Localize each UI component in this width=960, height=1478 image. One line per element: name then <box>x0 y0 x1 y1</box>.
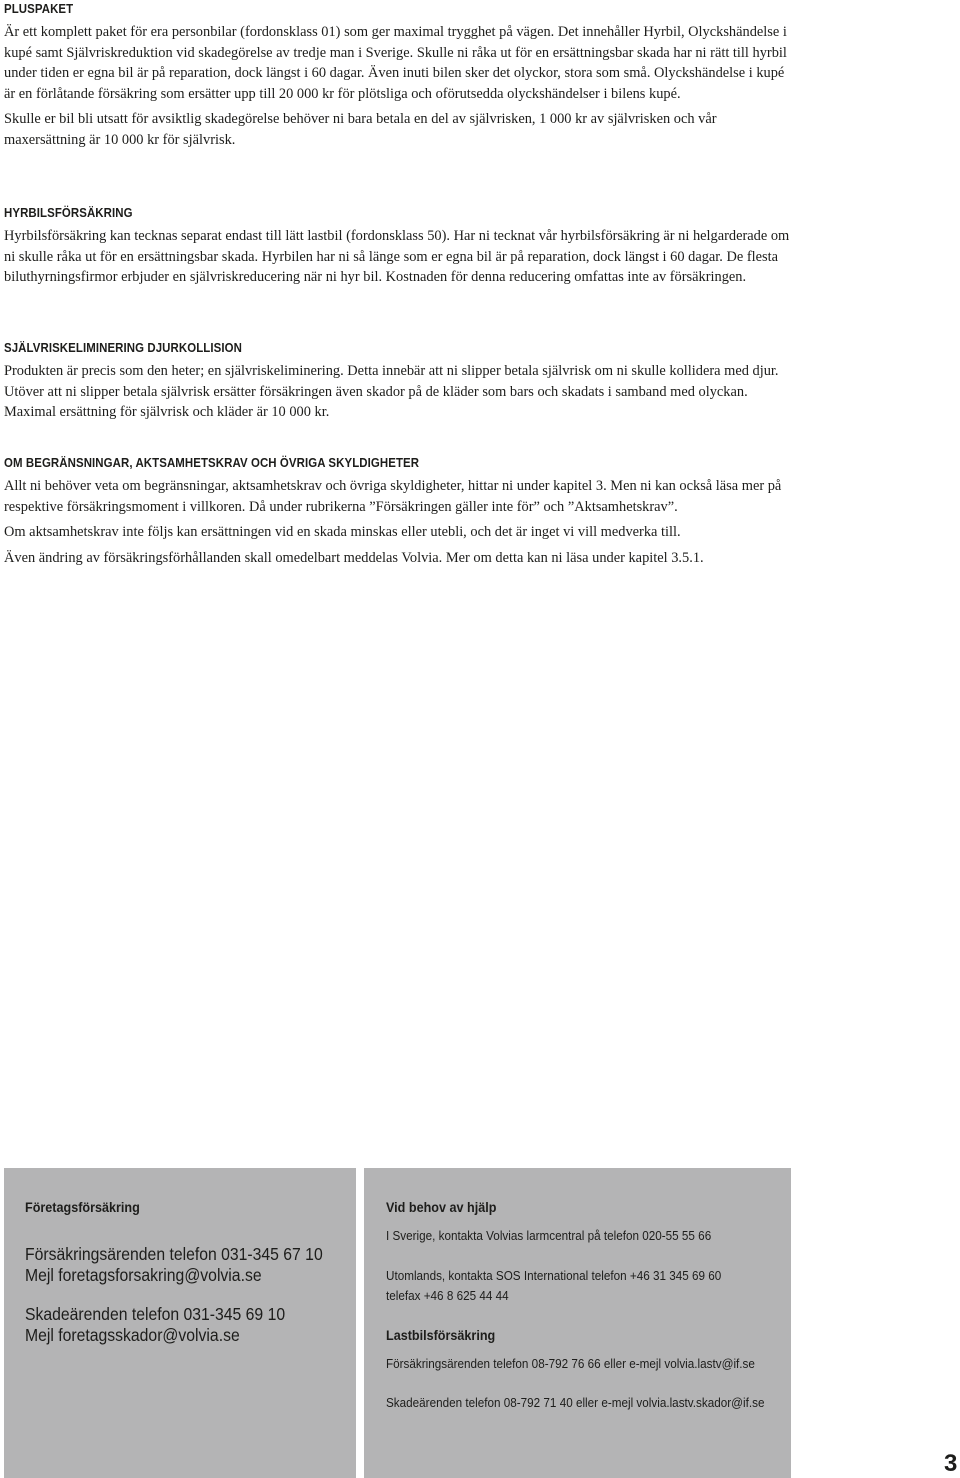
contact-panel-company <box>4 1168 356 1478</box>
damage-phone: Skadeärenden telefon 031-345 69 10 <box>25 1304 286 1324</box>
section-heading: PLUSPAKET <box>4 1 74 16</box>
paragraph: Allt ni behöver veta om begränsningar, aktsamhetskrav och övriga skyldigheter, hittar ni under kapitel 3. Men ni kan också läsa mer på respektive försäkringsmoment i villkoren. Då under rubrikerna ”Försäkringen gäller inte för” och ”Aktsamhetskrav”. <box>4 478 782 515</box>
paragraph: Även ändring av försäkringsförhållanden skall omedelbart meddelas Volvia. Mer om detta kan ni läsa under kapitel 3.5.1. <box>4 549 704 566</box>
claims-email: Mejl foretagsforsakring@volvia.se <box>25 1265 262 1285</box>
help-abroad-fax: telefax +46 8 625 44 44 <box>386 1288 509 1303</box>
section-heading: OM BEGRÄNSNINGAR, AKTSAMHETSKRAV OCH ÖVRIGA SKYLDIGHETER <box>4 455 420 470</box>
claims-phone: Försäkringsärenden telefon 031-345 67 10 <box>25 1244 323 1264</box>
section-sjalvriskeliminering <box>4 340 794 428</box>
help-abroad-phone: Utomlands, kontakta SOS International telefon +46 31 345 69 60 <box>386 1268 722 1283</box>
truck-claims: Försäkringsärenden telefon 08-792 76 66 eller e-mejl volvia.lastv@if.se <box>386 1356 755 1371</box>
damage-email: Mejl foretagsskador@volvia.se <box>25 1325 240 1345</box>
contact-panel-title: Vid behov av hjälp <box>386 1199 497 1215</box>
paragraph: Är ett komplett paket för era personbilar (fordonsklass 01) som ger maximal trygghet på vägen. Det innehåller Hyrbil, Olyckshändelse i kupé samt Självriskreduktion vid skadegörelse av tredje man i Sverige. Skulle ni råka ut för en ersättningsbar skada har ni rätt till hyrbil under tiden er egna bil är på reparation, dock längst i 60 dagar. Även inuti bilen sker det olyckor, stora som små. Olyckshändelse i kupé är en förlåtande försäkring som ersätter upp till 20 000 kr för plötsliga och oförutsedda olyckshändelser i bilens kupé. <box>4 24 787 102</box>
truck-damage: Skadeärenden telefon 08-792 71 40 eller e-mejl volvia.lastv.skador@if.se <box>386 1395 765 1410</box>
page-number: 3 <box>944 1450 958 1477</box>
paragraph: Om aktsamhetskrav inte följs kan ersättningen vid en skada minskas eller utebli, och det är inget vi vill medverka till. <box>4 524 681 541</box>
contact-panel-help <box>364 1168 791 1478</box>
truck-insurance-title: Lastbilsförsäkring <box>386 1327 496 1343</box>
paragraph: Produkten är precis som den heter; en självriskeliminering. Detta innebär att ni slipper betala självrisk om ni skulle kollidera med djur. Utöver att ni slipper betala självrisk ersätter försäkringen även skador på de kläder som bars och skadats i samband med olyckan. Maximal ersättning för självrisk och kläder är 10 000 kr. <box>4 363 779 421</box>
help-sweden: I Sverige, kontakta Volvias larmcentral på telefon 020-55 55 66 <box>386 1228 712 1243</box>
paragraph: Skulle er bil bli utsatt för avsiktlig skadegörelse behöver ni bara betala en del av självrisken, 1 000 kr av självrisken och vår maxersättning är 10 000 kr för självrisk. <box>4 111 717 148</box>
section-begransningar <box>4 455 794 573</box>
section-heading: HYRBILSFÖRSÄKRING <box>4 205 133 220</box>
section-pluspaket <box>4 1 794 156</box>
paragraph: Hyrbilsförsäkring kan tecknas separat endast till lätt lastbil (fordonsklass 50). Har ni tecknat vår hyrbilsförsäkring är ni helgarderade om ni skulle råka ut för en ersättningsbar skada. Hyrbilen har ni så länge som er egna bil är på reparation, dock längst i 60 dagar. De flesta biluthyrningsfirmor erbjuder en självriskreducering när ni hyr bil. Kostnaden för denna reducering omfattas inte av försäkringen. <box>4 228 790 286</box>
contact-panel-title: Företagsförsäkring <box>25 1199 140 1215</box>
section-hyrbilsforsakring <box>4 205 794 293</box>
section-heading: SJÄLVRISKELIMINERING DJURKOLLISION <box>4 340 242 355</box>
